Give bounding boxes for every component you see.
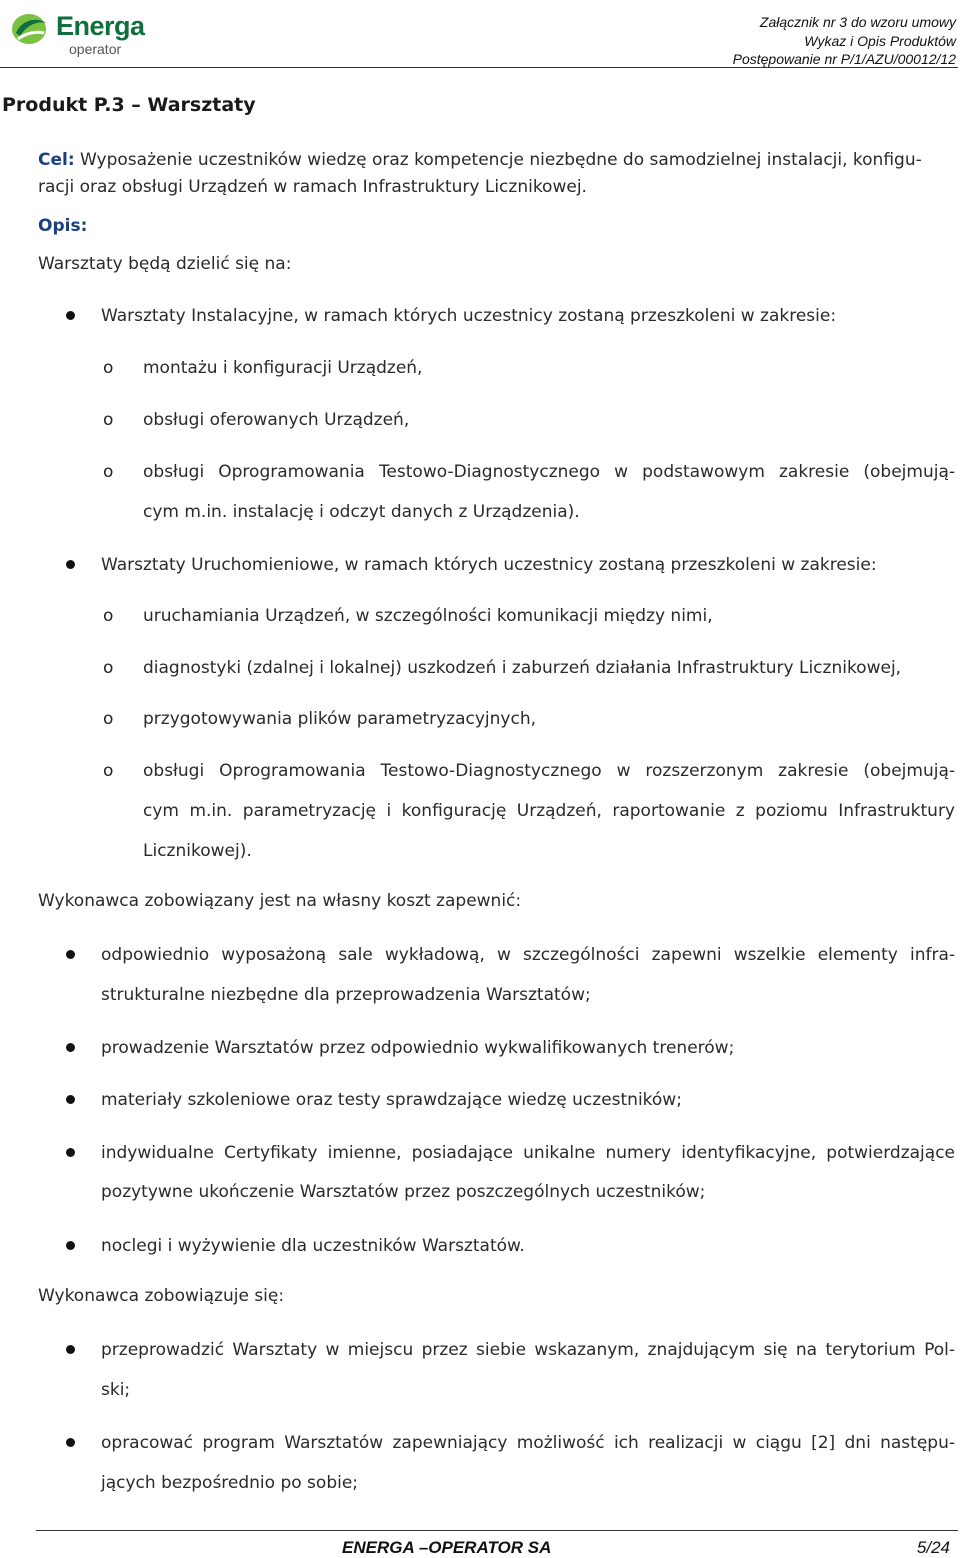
list-item: odpowiednio wyposażoną sale wykładową, w szczególności zapewni wszelkie elementy infra- xyxy=(101,945,955,965)
page-title: Produkt P.3 – Warsztaty xyxy=(2,94,256,116)
intro-text: Warsztaty będą dzielić się na: xyxy=(38,254,292,274)
list-item: uruchamiania Urządzeń, w szczególności komunikacji między nimi, xyxy=(143,606,713,626)
goal-label: Cel: xyxy=(38,150,75,170)
list-item: przygotowywania plików parametryzacyjnych, xyxy=(143,709,536,729)
bullet-icon xyxy=(66,1241,75,1250)
page-header xyxy=(0,0,960,70)
list-item-continuation: pozytywne ukończenie Warsztatów przez poszczególnych uczestników; xyxy=(101,1182,706,1202)
sub-bullet-icon: o xyxy=(103,358,114,378)
sub-bullet-icon: o xyxy=(103,709,114,729)
list-item-continuation: jących bezpośrednio po sobie; xyxy=(101,1473,359,1493)
bullet-icon xyxy=(66,311,75,320)
bullet-icon xyxy=(66,560,75,569)
list-item-continuation: strukturalne niezbędne dla przeprowadzenia Warsztatów; xyxy=(101,985,591,1005)
annex-line: Załącznik nr 3 do wzoru umowy xyxy=(759,14,956,30)
description-label: Opis: xyxy=(38,216,88,236)
obligations-intro: Wykonawca zobowiązany jest na własny koszt zapewnić: xyxy=(38,891,522,911)
list-item: opracować program Warsztatów zapewniający możliwość ich realizacji w ciągu [2] dni następu- xyxy=(101,1433,955,1453)
list-item: przeprowadzić Warsztaty w miejscu przez siebie wskazanym, znajdującym się na terytorium Pol- xyxy=(101,1340,955,1360)
goal-paragraph-line2: racji oraz obsługi Urządzeń w ramach Infrastruktury Licznikowej. xyxy=(38,177,587,197)
list-item-continuation: ski; xyxy=(101,1380,131,1400)
bullet-icon xyxy=(66,1345,75,1354)
procedure-number-line: Postępowanie nr P/1/AZU/00012/12 xyxy=(732,51,956,67)
sub-bullet-icon: o xyxy=(103,658,114,678)
bullet-icon xyxy=(66,1043,75,1052)
page-number: 5/24 xyxy=(916,1538,950,1557)
list-item: noclegi i wyżywienie dla uczestników Warsztatów. xyxy=(101,1236,525,1256)
list-item-continuation: cym m.in. parametryzację i konfigurację Urządzeń, raportowanie z poziomu Infrastruktury xyxy=(143,801,955,821)
document-reference xyxy=(733,13,956,69)
list-item: Warsztaty Uruchomieniowe, w ramach których uczestnicy zostaną przeszkoleni w zakresie: xyxy=(101,555,877,575)
list-item: materiały szkoleniowe oraz testy sprawdzające wiedzę uczestników; xyxy=(101,1090,682,1110)
footer-divider xyxy=(36,1530,958,1531)
logo-subtitle: operator xyxy=(69,41,122,57)
footer-company: ENERGA –OPERATOR SA xyxy=(342,1538,552,1557)
goal-paragraph-line1 xyxy=(38,150,922,170)
list-item-continuation: Licznikowej). xyxy=(143,841,252,861)
sub-bullet-icon: o xyxy=(103,462,114,482)
list-item: obsługi Oprogramowania Testowo-Diagnostycznego w podstawowym zakresie (obejmują- xyxy=(143,462,955,482)
leaf-icon xyxy=(10,9,50,49)
bullet-icon xyxy=(66,1095,75,1104)
header-divider xyxy=(0,67,958,68)
list-item: indywidualne Certyfikaty imienne, posiadające unikalne numery identyfikacyjne, potwierdzające xyxy=(101,1143,955,1163)
list-item: obsługi Oprogramowania Testowo-Diagnostycznego w rozszerzonym zakresie (obejmują- xyxy=(143,761,955,781)
sub-bullet-icon: o xyxy=(103,761,114,781)
product-list-line: Wykaz i Opis Produktów xyxy=(804,32,956,49)
list-item: montażu i konfiguracji Urządzeń, xyxy=(143,358,423,378)
bullet-icon xyxy=(66,1438,75,1447)
sub-bullet-icon: o xyxy=(103,410,114,430)
bullet-icon xyxy=(66,950,75,959)
list-item: obsługi oferowanych Urządzeń, xyxy=(143,410,410,430)
energa-operator-logo xyxy=(10,9,160,55)
commitments-intro: Wykonawca zobowiązuje się: xyxy=(38,1286,285,1306)
list-item: Warsztaty Instalacyjne, w ramach których uczestnicy zostaną przeszkoleni w zakresie: xyxy=(101,306,837,326)
list-item-continuation: cym m.in. instalację i odczyt danych z Urządzenia). xyxy=(143,502,580,522)
bullet-icon xyxy=(66,1148,75,1157)
sub-bullet-icon: o xyxy=(103,606,114,626)
list-item: prowadzenie Warsztatów przez odpowiednio wykwalifikowanych trenerów; xyxy=(101,1038,735,1058)
list-item: diagnostyki (zdalnej i lokalnej) uszkodzeń i zaburzeń działania Infrastruktury Licznikowej, xyxy=(143,658,902,678)
goal-text-1: Wyposażenie uczestników wiedzę oraz kompetencje niezbędne do samodzielnej instalacji, konfigu- xyxy=(74,150,922,170)
logo-name: Energa xyxy=(56,11,145,41)
